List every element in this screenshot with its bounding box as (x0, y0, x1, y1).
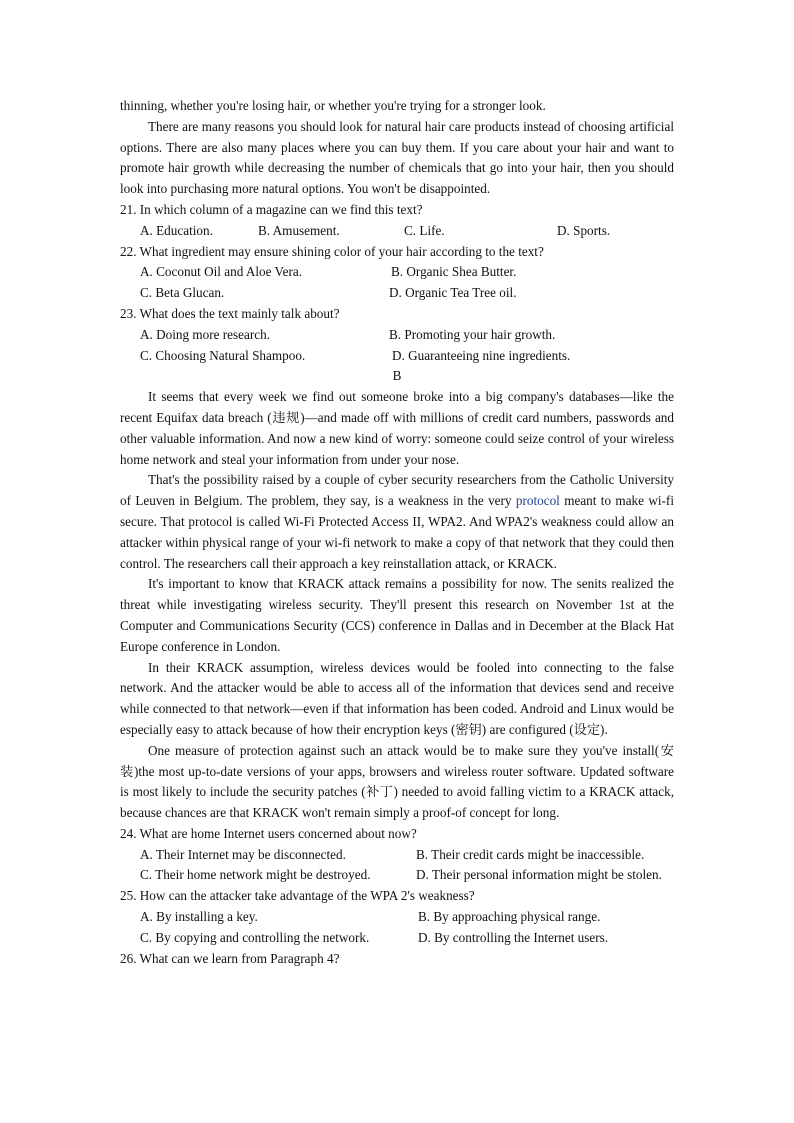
option-23-b: B. Promoting your hair growth. (389, 326, 556, 342)
option-25-c: C. By copying and controlling the network. (140, 929, 370, 945)
passage-b-paragraph-2-start: That's the possibility raised by a couple of cyber security researchers from the Catholic University of Leuven in Belgium. The problem, they say, is a weakness in the very (120, 472, 674, 509)
question-23-options-row-2 (120, 346, 674, 367)
option-23-c: C. Choosing Natural Shampoo. (140, 347, 306, 363)
option-24-b: B. Their credit cards might be inaccessible. (416, 846, 645, 862)
question-21-options (120, 221, 674, 242)
option-22-b: B. Organic Shea Butter. (391, 264, 517, 280)
question-26: 26. What can we learn from Paragraph 4? (120, 950, 340, 966)
option-25-d: D. By controlling the Internet users. (418, 929, 609, 945)
option-21-c: C. Life. (404, 222, 445, 238)
option-25-a: A. By installing a key. (140, 909, 258, 925)
option-22-c: C. Beta Glucan. (140, 285, 225, 301)
passage-b-paragraph-2-end: meant to make wi-fi secure. That protocol is called Wi-Fi Protected Access II, WPA2. And WPA2's weakness could allow an attacker within physical range of your wi-fi network to make a copy of that network that they could then control. The researchers call their approach a key reinstallation attack, or KRACK. (120, 493, 674, 571)
question-22-options-row-2 (120, 283, 674, 304)
question-21: 21. In which column of a magazine can we find this text? (120, 201, 423, 217)
option-25-b: B. By approaching physical range. (418, 909, 601, 925)
option-23-a: A. Doing more research. (140, 326, 270, 342)
question-24: 24. What are home Internet users concerned about now? (120, 825, 417, 841)
question-25-options-row-1 (120, 907, 674, 928)
option-21-a: A. Education. (140, 222, 213, 238)
question-22-options-row-1 (120, 262, 674, 283)
page-content (120, 96, 674, 969)
passage-b-paragraph-2 (120, 470, 674, 574)
section-b-heading: B (392, 368, 402, 384)
question-25-options-row-2 (120, 928, 674, 949)
passage-b-paragraph-5: One measure of protection against such an attack would be to make sure they you've install(安装)the most up-to-date versions of your apps, browsers and wireless router software. Updated software is most likely to include the security patches (补丁) needed to avoid falling victim to a KRACK attack, because chances are that KRACK won't remain simply a proof-of concept for long. (120, 742, 674, 821)
question-23: 23. What does the text mainly talk about? (120, 305, 340, 321)
option-24-a: A. Their Internet may be disconnected. (140, 846, 346, 862)
question-25: 25. How can the attacker take advantage of the WPA 2's weakness? (120, 888, 475, 904)
passage-a-paragraph-0: thinning, whether you're losing hair, or whether you're trying for a stronger look. (120, 98, 546, 113)
option-21-d: D. Sports. (557, 222, 611, 238)
option-22-d: D. Organic Tea Tree oil. (389, 285, 517, 301)
question-23-options-row-1 (120, 325, 674, 346)
passage-a-paragraph-1: There are many reasons you should look for natural hair care products instead of choosing artificial options. There are also many places where you can buy them. If you care about your hair and want to promote hair growth while decreasing the number of chemicals that go into your hair, then you should look into purchasing more natural options. You won't be disappointed. (120, 118, 674, 197)
passage-b-paragraph-4: In their KRACK assumption, wireless devices would be fooled into connecting to the false network. And the attacker would be able to access all of the information that devices send and receive while connected to that network—even if that information has been coded. Android and Linux would be especially easy to attack because of how their encryption keys (密钥) are configured (设定). (120, 659, 674, 737)
option-23-d: D. Guaranteeing nine ingredients. (392, 347, 571, 363)
question-24-options-row-2 (120, 865, 674, 886)
passage-b-paragraph-1: It seems that every week we find out someone broke into a big company's databases—like the recent Equifax data breach (违规)—and made off with millions of credit card numbers, passwords and other valuable information. And now a new kind of worry: someone could seize control of your wireless home network and steal your information from under your nose. (120, 389, 674, 467)
option-22-a: A. Coconut Oil and Aloe Vera. (140, 264, 303, 280)
question-24-options-row-1 (120, 845, 674, 866)
option-21-b: B. Amusement. (258, 222, 340, 238)
question-22: 22. What ingredient may ensure shining color of your hair according to the text? (120, 243, 544, 259)
option-24-c: C. Their home network might be destroyed. (140, 867, 371, 883)
passage-b-paragraph-3: It's important to know that KRACK attack remains a possibility for now. The senits realized the threat while investigating wireless security. They'll present this research on November 1st at the Computer and Communications Security (CCS) conference in Dallas and in December at the Black Hat Europe conference in London. (120, 576, 674, 654)
option-24-d: D. Their personal information might be stolen. (416, 867, 662, 883)
protocol-link[interactable]: protocol (515, 493, 560, 509)
